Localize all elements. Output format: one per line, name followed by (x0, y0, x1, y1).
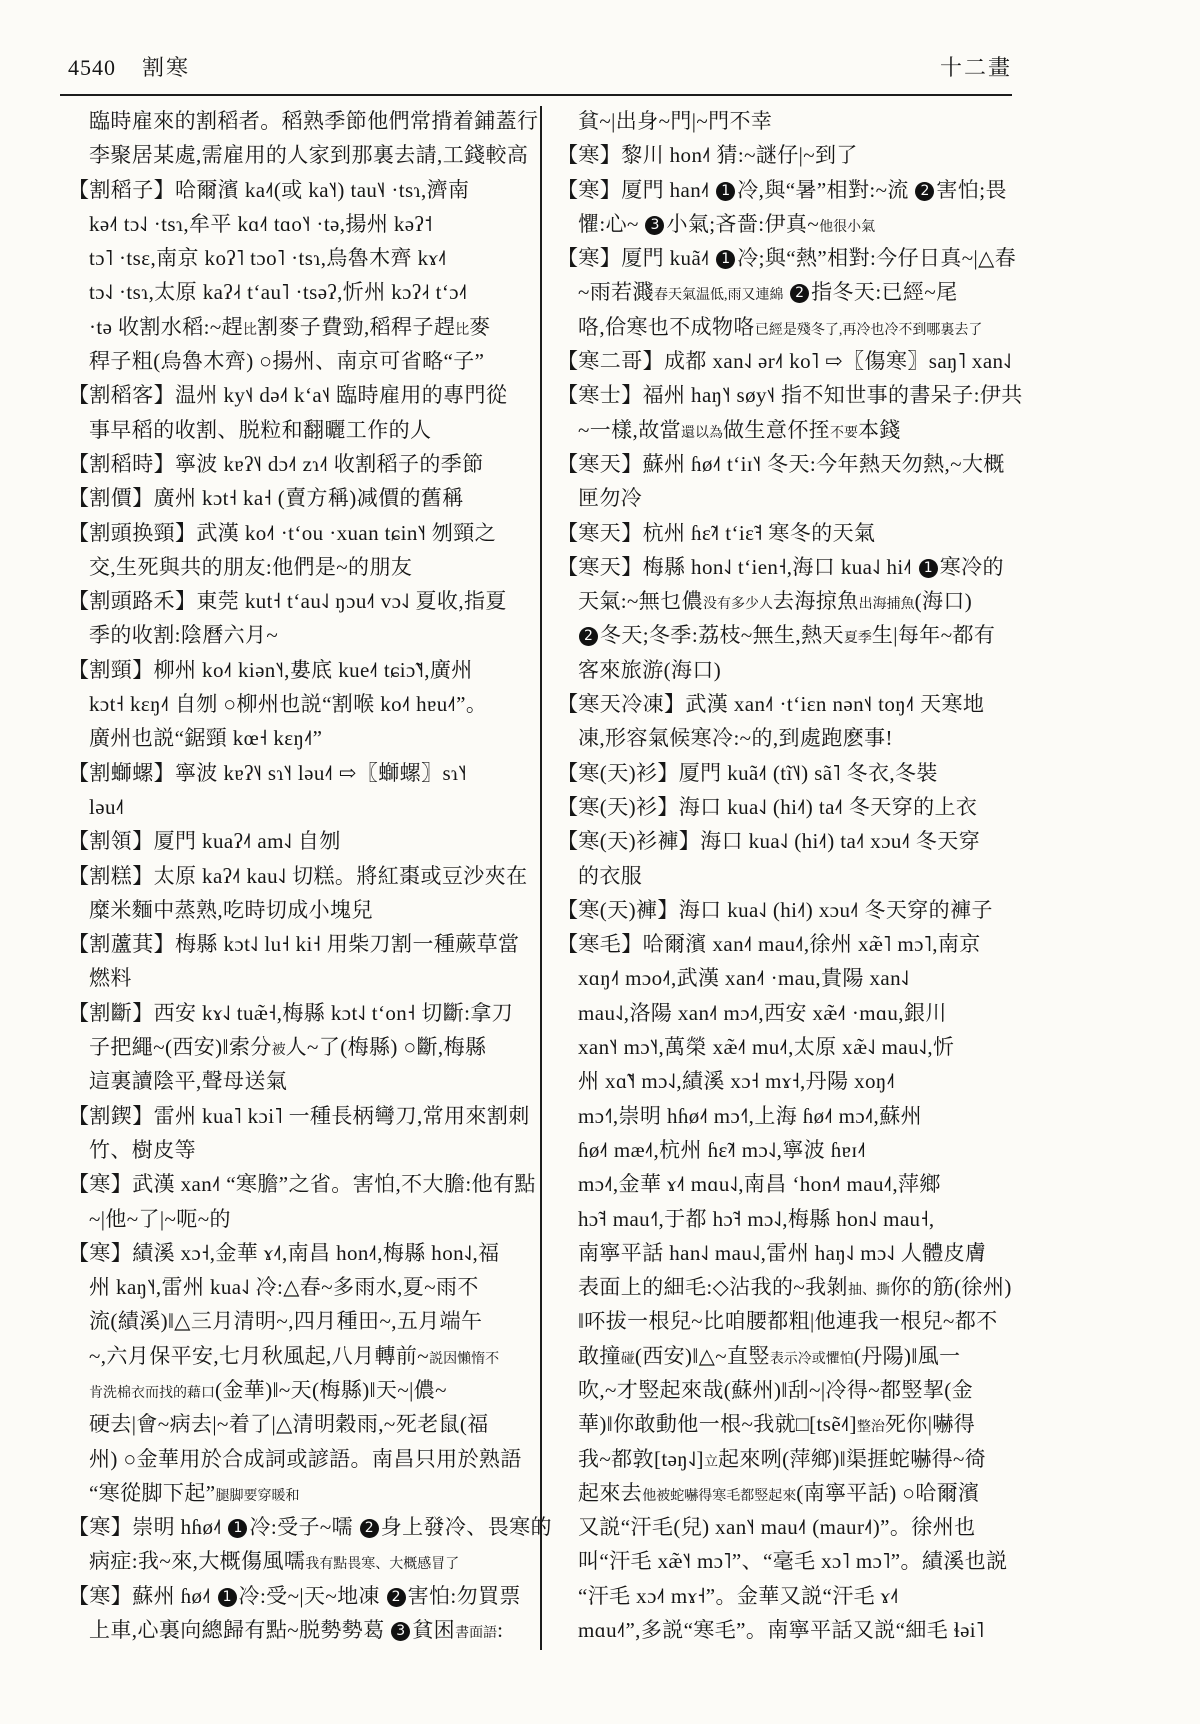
entry-text: 去海掠魚 (773, 589, 859, 614)
gloss-small-text: 没有多少人 (703, 597, 773, 613)
dictionary-line (68, 1099, 528, 1133)
gloss-small-text: 出海捕魚 (858, 597, 915, 613)
page-number: 4540 (68, 55, 116, 80)
sense-number-badge: 2 (360, 1519, 379, 1538)
sense-number-badge: 1 (716, 182, 735, 201)
dictionary-line (68, 173, 528, 207)
entry-text: 子把繩~(西安)‖索分 (89, 1035, 272, 1060)
dictionary-line (557, 1064, 1017, 1098)
entry-text: 臨時雇來的割稻者。稻熟季節他們常揹着鋪蓋行 (89, 109, 539, 133)
sense-number-badge: 2 (387, 1588, 406, 1607)
sense-number-badge: 3 (645, 216, 664, 235)
dictionary-line (557, 413, 1017, 447)
entry-text: tɔ˨˩ ·tsɿ,太原 kaʔ˨˧ tʻau˥ ·tsəʔ,忻州 kɔʔ˨˧ tʻɔ˨˦ (89, 280, 468, 305)
dictionary-line (68, 1544, 528, 1578)
gloss-small-text: 他很小氣 (819, 219, 876, 235)
entry-text: 【割頸】柳州 ko˨˦ kiən˥˧,婁底 kue˨˦ tɕiɔ̃˥˧,廣州 (68, 657, 473, 682)
entry-text: 【寒(天)衫】海口 kua˨˩ (hi˨˦) ta˨˦ 冬天穿的上衣 (557, 794, 978, 819)
entry-text: 交,生死與共的朋友:他們是~的朋友 (89, 554, 413, 579)
dictionary-line (557, 1167, 1017, 1201)
entry-text: 冬天;冬季:荔枝~無生,熱天 (600, 623, 844, 648)
entry-text: 南寧平話 han˨˩ mau˨˩,雷州 haŋ˨˩ mɔ˨˩ 人體皮膚 (578, 1240, 987, 1265)
entry-text: 【割頭路禾】東莞 kut˧ tʻau˨˩ ŋɔu˨˦ vɔ˨˩ 夏收,指夏 (68, 589, 507, 614)
dictionary-line (68, 241, 528, 275)
column-divider (540, 106, 542, 1650)
gloss-small-text: 比 (455, 322, 470, 338)
dictionary-line (557, 1304, 1017, 1338)
entry-text: 匣勿冷 (578, 486, 643, 511)
entry-text: 華)‖你敢動他一根~我就□[tsẽ˨˦] (578, 1412, 857, 1437)
dictionary-line (557, 1339, 1017, 1373)
sense-number-badge: 2 (579, 627, 598, 646)
sense-number-badge: 1 (716, 250, 735, 269)
sense-number-badge: 1 (919, 559, 938, 578)
dictionary-line (557, 1407, 1017, 1441)
gloss-small-text: 他被蛇嚇得寒毛都竪起來 (642, 1488, 797, 1504)
dictionary-line (68, 1270, 528, 1304)
entry-text: 咯,佮寒也不成物咯 (578, 314, 755, 339)
dictionary-line (68, 207, 528, 241)
entry-text: 冷,與“暑”相對:~流 (737, 177, 915, 202)
dictionary-line (68, 1202, 528, 1236)
entry-text: (丹陽)‖風一 (853, 1343, 961, 1368)
dictionary-line (557, 1476, 1017, 1510)
entry-text: 【割蘆萁】梅縣 kɔt˨˩ lu˧ ki˧ 用柴刀割一種蕨草當 (68, 932, 520, 957)
dictionary-line (68, 1133, 528, 1167)
gloss-small-text: 夏季 (843, 631, 872, 647)
entry-text: 這裏讀陰平,聲母送氣 (89, 1069, 288, 1094)
entry-text: xɑŋ˨˦ mɔo˨˦,武漢 xan˨˦ ·mau,貴陽 xan˨˩ (578, 966, 910, 991)
entry-text: 【寒】武漢 xan˨˦ “寒膽”之省。害怕,不大膽:他有點 (68, 1172, 536, 1197)
entry-text: 【割鍥】雷州 kua˥ kɔi˥ 一種長柄彎刀,常用來割刺 (68, 1103, 530, 1128)
entry-text: 李聚居某處,需雇用的人家到那裏去請,工錢較高 (89, 143, 529, 168)
entry-text: kə˨˦ tɔ˨˩ ·tsɿ,牟平 kɑ˨˦ tɑo˥˧ ·tə,揚州 kəʔ˦ (89, 211, 433, 236)
dictionary-line (68, 824, 528, 858)
dictionary-line (557, 1613, 1017, 1647)
entry-text: 【割螄螺】寧波 kɐʔ˥˨ sɿ˥˧ ləu˨˦ ⇨〖螄螺〗sɿ˥˧ (68, 760, 467, 785)
entry-text: 硬去|會~病去|~着了|△清明穀雨,~死老鼠(福 (89, 1412, 489, 1437)
entry-text: 【寒(天)褲】海口 kua˨˩ (hi˨˦) xɔu˨˦ 冬天穿的褲子 (557, 897, 993, 922)
entry-text: 糜米麵中蒸熟,吃時切成小塊兒 (89, 897, 373, 922)
entry-text: 麥 (469, 314, 491, 339)
entry-text: mau˨˩,洛陽 xan˨˦ mɔ˨˦,西安 xæ̃˨˦ ·mɑu,銀川 (578, 1000, 947, 1025)
dictionary-line (68, 1030, 528, 1064)
entry-text: “寒從脚下起” (89, 1480, 216, 1505)
gloss-small-text: 書面語 (455, 1626, 498, 1642)
dictionary-line (557, 275, 1017, 309)
gloss-small-text: 立 (703, 1454, 718, 1470)
gloss-small-text: 不要 (830, 425, 859, 441)
left-column (68, 104, 552, 1647)
entry-text: mɑu˨˦”,多説“寒毛”。南寧平話又説“細毛 ɬəi˥ (578, 1618, 985, 1643)
entry-text: kɔt˧ kɛŋ˨˦ 自刎 ○柳州也説“割喉 ko˨˦ hɐu˨˦”。 (89, 692, 488, 717)
dictionary-line (557, 1544, 1017, 1578)
dictionary-line (68, 996, 528, 1030)
entry-text: 流(績溪)‖△三月清明~,四月種田~,五月端午 (89, 1309, 483, 1334)
dictionary-line (557, 584, 1017, 618)
entry-text: 【寒(天)衫】厦門 kuã˨˦ (tĩ˥˨) sã˥ 冬衣,冬裝 (557, 760, 938, 785)
dictionary-line (557, 1202, 1017, 1236)
entry-text (783, 280, 789, 304)
dictionary-line (557, 1133, 1017, 1167)
dictionary-line (68, 961, 528, 995)
entry-text: 身上發冷、畏寒的 (380, 1515, 552, 1540)
gloss-small-text: 春天氣温低,雨又連綿 (653, 288, 784, 304)
entry-text: (海口) (914, 589, 973, 614)
entry-text: 【寒二哥】成都 xan˨˩ ər˨˦ ko˥ ⇨〖傷寒〗saŋ˥ xan˨˩ (557, 349, 1012, 374)
entry-text: ‖吥拔一根兒~比咱腰都粗|他連我一根兒~都不 (578, 1309, 998, 1334)
entry-text: 起來去 (578, 1480, 643, 1505)
dictionary-line (557, 447, 1017, 481)
gloss-small-text: 説因懶惰不 (429, 1351, 500, 1367)
dictionary-line (68, 1064, 528, 1098)
dictionary-line (68, 481, 528, 515)
entry-text: 事早稻的收割、脱粒和翻曬工作的人 (89, 417, 432, 442)
entry-text: ~|他~了|~呃~的 (89, 1206, 231, 1231)
entry-text: 【寒天冷凍】武漢 xan˨˦ ·tʻiɛn nən˦˨ toŋ˨˦ 天寒地 (557, 692, 985, 717)
entry-text: 【割斷】西安 kɤ˨˩ tuæ̃˧,梅縣 kɔt˨˩ tʻon˧ 切斷:拿刀 (68, 1000, 514, 1025)
gloss-small-text: 腿脚要穿暖和 (215, 1488, 300, 1504)
entry-text: ~一樣,故當 (578, 417, 682, 442)
dictionary-line (557, 344, 1017, 378)
entry-text: 我~都敦[təŋ˨˩] (578, 1446, 704, 1471)
entry-text: 【寒士】福州 haŋ˥˧ søy˦˨ 指不知世事的書呆子:伊共 (557, 383, 1023, 408)
dictionary-line (68, 584, 528, 618)
gloss-small-text: 肯洗棉衣而找的藉口 (89, 1385, 215, 1401)
dictionary-line (557, 1236, 1017, 1270)
entry-text: 的衣服 (578, 863, 643, 888)
dictionary-line (557, 1270, 1017, 1304)
dictionary-line (68, 1339, 528, 1373)
dictionary-line (557, 1510, 1017, 1544)
dictionary-line (68, 653, 528, 687)
sense-number-badge: 1 (228, 1519, 247, 1538)
dictionary-line (68, 756, 528, 790)
dictionary-line (68, 893, 528, 927)
header-rule (60, 94, 1012, 96)
entry-text: (西安)‖△~直竪 (634, 1343, 770, 1368)
entry-text: 【割稻子】哈爾濱 ka˨˦(或 ka˥˧) tau˥˨ ·tsɿ,濟南 (68, 177, 470, 202)
dictionary-line (68, 1442, 528, 1476)
dictionary-line (68, 378, 528, 412)
entry-text: 割麥子費勁,稻稈子趕 (257, 314, 456, 339)
gloss-small-text: 我有點畏寒、大概感冒了 (305, 1557, 460, 1573)
gloss-small-text: 還以為 (681, 425, 724, 441)
entry-text: 竹、樹皮等 (89, 1137, 196, 1162)
dictionary-line (68, 516, 528, 550)
entry-text: 廣州也説“鋸頸 kœ˧ kɛŋ˨˦” (89, 726, 323, 751)
sense-number-badge: 3 (391, 1622, 410, 1641)
entry-text: 【割糕】太原 kaʔ˨˦ kau˨˩ 切糕。將紅棗或豆沙夾在 (68, 863, 528, 888)
entry-text: 凍,形容氣候寒冷:~的,到處跑麽事! (578, 726, 893, 751)
entry-text: 做生意伓挃 (723, 417, 831, 442)
dictionary-line (557, 241, 1017, 275)
dictionary-line (68, 1373, 528, 1407)
entry-text: 冷:受子~嚅 (249, 1515, 359, 1540)
dictionary-line (557, 653, 1017, 687)
dictionary-line (68, 138, 528, 172)
entry-text: 本錢 (858, 417, 901, 442)
entry-text: 死你|嚇得 (884, 1412, 976, 1437)
dictionary-line (557, 104, 1017, 138)
stroke-section-label: 十二畫 (939, 55, 1012, 80)
dictionary-line (68, 927, 528, 961)
gloss-small-text: 碰 (620, 1351, 635, 1367)
dictionary-line (557, 173, 1017, 207)
entry-text: 季的收割:陰曆六月~ (89, 623, 279, 648)
entry-text: ~雨若濺 (578, 280, 654, 305)
dictionary-line (68, 413, 528, 447)
entry-text: hɔ̃˧ mau˧˥,于都 hɔ̃˧ mɔ˨˩,梅縣 hon˨˩ mau˧, (578, 1206, 935, 1231)
dictionary-line (557, 516, 1017, 550)
entry-text: 冷;與“熱”相對:今仔日真~|△春 (737, 246, 1017, 271)
dictionary-line (557, 310, 1017, 344)
dictionary-line (557, 1373, 1017, 1407)
entry-text: “汗毛 xɔ˨˦ mɤ˧”。金華又説“汗毛 ɤ˨˦ (578, 1583, 899, 1608)
dictionary-line (557, 481, 1017, 515)
entry-text: ·tə 收割水稻:~趕 (89, 314, 243, 339)
entry-text: 【割稻時】寧波 kɐʔ˥˨ dɔ˨˦ zɿ˨˦ 收割稻子的季節 (68, 451, 484, 476)
entry-text: : (497, 1618, 504, 1643)
entry-text: 叫“汗毛 xæ̃˥˧ mɔ˥”、“毫毛 xɔ˥ mɔ˥”。績溪也説 (578, 1549, 1008, 1574)
dictionary-line (68, 1579, 528, 1613)
entry-text: mɔ˨˦,金華 ɤ˨˦ mɑu˨˩,南昌 ʻhon˨˦ mau˨˦,萍鄉 (578, 1172, 941, 1197)
entry-text: 【寒】績溪 xɔ˧,金華 ɤ˨˦,南昌 hon˨˦,梅縣 hon˨˩,福 (68, 1240, 500, 1265)
dictionary-line (68, 550, 528, 584)
entry-text: 【寒】崇明 hɦø˨˦ (68, 1515, 228, 1540)
gloss-small-text: 被 (271, 1043, 286, 1059)
dictionary-line (557, 1442, 1017, 1476)
entry-text: 稈子粗(烏魯木齊) ○揚州、南京可省略“子” (89, 349, 485, 374)
entry-text: tɔ˥ ·tsɛ,南京 koʔ˥ tɔo˥ ·tsɿ,烏魯木齊 kɤ˨˦ (89, 246, 447, 271)
entry-text: 客來旅游(海口) (578, 657, 722, 682)
entry-text: 【寒】厦門 kuã˨˦ (557, 246, 716, 271)
dictionary-line (557, 618, 1017, 652)
entry-text: 【割稻客】温州 ky˦˨ də˨˦ kʻa˦˨ 臨時雇用的專門從 (68, 383, 508, 408)
entry-text: 生|每年~都有 (871, 623, 996, 648)
dictionary-line (68, 1476, 528, 1510)
entry-text: 【寒】蘇州 ɦø˨˦ (68, 1583, 217, 1608)
dictionary-line (557, 378, 1023, 412)
entry-text: 冷:受~|天~地凍 (238, 1583, 386, 1608)
dictionary-line (557, 859, 1017, 893)
dictionary-line (557, 756, 1017, 790)
dictionary-line (557, 996, 1017, 1030)
entry-text: 又説“汗毛(兒) xan˥˧ mau˨˦ (maur˨˦)”。徐州也 (578, 1515, 976, 1540)
entry-text: 州) ○金華用於合成詞或諺語。南昌只用於熟語 (89, 1446, 522, 1471)
entry-text: 州 xɑ̃˥˧ mɔ˨˩,績溪 xɔ˧ mɤ˧,丹陽 xoŋ˨˦ (578, 1069, 896, 1094)
entry-text: (金華)‖~天(梅縣)‖天~|儂~ (215, 1377, 447, 1402)
dictionary-line (557, 1030, 1017, 1064)
entry-text: 州 kaŋ˥˧,雷州 kua˨˩ 冷:△春~多雨水,夏~雨不 (89, 1275, 479, 1300)
entry-text: 【寒】厦門 han˨˦ (557, 177, 716, 202)
dictionary-line (557, 824, 1017, 858)
dictionary-line (557, 550, 1017, 584)
entry-text: mɔ˧˥,崇明 hɦø˨˦ mɔ˧˥,上海 ɦø˨˦ mɔ˨˦,蘇州 (578, 1103, 923, 1128)
dictionary-line (557, 927, 1017, 961)
dictionary-line (68, 1304, 528, 1338)
dictionary-line (68, 275, 528, 309)
dictionary-line (68, 344, 528, 378)
entry-text: 【寒天】梅縣 hon˨˩ tʻien˧,海口 kua˨˩ hi˨˦ (557, 554, 918, 579)
entry-text: 指冬天:已經~尾 (811, 280, 958, 305)
entry-text: 【寒毛】哈爾濱 xan˨˦ mau˨˦,徐州 xæ̃˥ mɔ˥,南京 (557, 932, 981, 957)
dictionary-line (557, 138, 1017, 172)
entry-text: 上車,心裏向總歸有點~脱勢勢葛 (89, 1618, 391, 1643)
entry-text: 【割頭换頸】武漢 ko˨˦ ·tʻou ·xuan tɕin˥˧ 刎頸之 (68, 520, 497, 545)
dictionary-line (557, 893, 1017, 927)
entry-text: 人~了(梅縣) ○斷,梅縣 (285, 1035, 487, 1060)
entry-text: 天氣:~無乜儂 (578, 589, 703, 614)
dictionary-line (68, 1613, 528, 1647)
gloss-small-text: 抽、撕 (847, 1283, 890, 1299)
page-header (68, 52, 1012, 84)
gloss-small-text: 整治 (856, 1420, 885, 1436)
gloss-small-text: 比 (243, 322, 257, 338)
entry-text: 【寒天】杭州 ɦɛ̃˨˦ tʻiɛ̃˧ 寒冬的天氣 (557, 520, 876, 545)
entry-text: 貧~|出身~門|~門不幸 (578, 109, 773, 133)
sense-number-badge: 1 (218, 1588, 237, 1607)
entry-text: 懼:心~ (578, 211, 645, 236)
entry-text: 病症:我~來,大概傷風嚅 (89, 1549, 306, 1574)
entry-text: 害怕;畏 (936, 177, 1007, 202)
dictionary-line (557, 207, 1017, 241)
dictionary-line (68, 1510, 552, 1544)
entry-text: 你的筋(徐州) (889, 1275, 1012, 1300)
entry-text: 小氣;吝嗇:伊真~ (666, 211, 820, 236)
dictionary-line (68, 687, 528, 721)
entry-text: 【寒】黎川 hon˨˦ 猜:~謎仔|~到了 (557, 143, 858, 168)
dictionary-line (557, 790, 1017, 824)
entry-text: (南寧平話) ○哈爾濱 (796, 1480, 980, 1505)
dictionary-line (68, 618, 528, 652)
entry-text: 【寒(天)衫褲】海口 kua˨˩ (hi˨˦) ta˨˦ xɔu˨˦ 冬天穿 (557, 829, 981, 854)
dictionary-line (68, 310, 528, 344)
dictionary-line (557, 1579, 1017, 1613)
sense-number-badge: 2 (915, 182, 934, 201)
dictionary-line (68, 859, 528, 893)
dictionary-line (557, 721, 1017, 755)
guide-words: 割寒 (142, 55, 191, 80)
entry-text: 寒冷的 (939, 554, 1004, 579)
entry-text: 【割領】厦門 kuaʔ˨˦ am˨˩ 自刎 (68, 829, 341, 854)
entry-text: 燃料 (89, 966, 132, 991)
entry-text: 貧困 (412, 1618, 456, 1643)
dictionary-line (68, 1167, 536, 1201)
gloss-small-text: 表示冷或懼怕 (769, 1351, 854, 1367)
entry-text: 害怕:勿買票 (407, 1583, 521, 1608)
dictionary-line (68, 721, 528, 755)
entry-text: 敢撞 (578, 1343, 621, 1368)
dictionary-line (68, 1407, 528, 1441)
entry-text: 吹,~才竪起來哉(蘇州)‖刮~|冷得~都竪挈(金 (578, 1377, 974, 1402)
entry-text: ɦø˨˦ mæ˨˦,杭州 ɦɛ̃˨˦ mɔ˨˩,寧波 ɦɐɪ˨˦ (578, 1137, 867, 1162)
dictionary-line (68, 447, 528, 481)
entry-text: 起來咧(萍鄉)‖渠捱蛇嚇得~徛 (717, 1446, 987, 1471)
entry-text: ləu˨˦ (89, 794, 125, 819)
dictionary-line (68, 1236, 528, 1270)
entry-text: 表面上的細毛:◇沾我的~我剝 (578, 1275, 848, 1300)
entry-text: xan˥˧ mɔ˥˧,萬榮 xæ̃˨˦ mu˨˦,太原 xæ̃˨˩ mau˨˩,忻 (578, 1035, 955, 1060)
sense-number-badge: 2 (790, 284, 809, 303)
gloss-small-text: 已經是殘冬了,再冷也冷不到哪裏去了 (754, 322, 983, 338)
right-column (557, 104, 1023, 1647)
dictionary-line (557, 961, 1017, 995)
entry-text: ~,六月保平安,七月秋風起,八月轉前~ (89, 1343, 430, 1368)
dictionary-line (557, 687, 1017, 721)
dictionary-line (68, 104, 539, 138)
dictionary-line (68, 790, 528, 824)
dictionary-line (557, 1099, 1017, 1133)
entry-text: 【割價】廣州 kɔt˧ ka˧ (賣方稱)减價的舊稱 (68, 486, 464, 511)
entry-text: 【寒天】蘇州 ɦø˨˦ tʻiɪ˥˧ 冬天:今年熱天勿熱,~大概 (557, 451, 1005, 476)
